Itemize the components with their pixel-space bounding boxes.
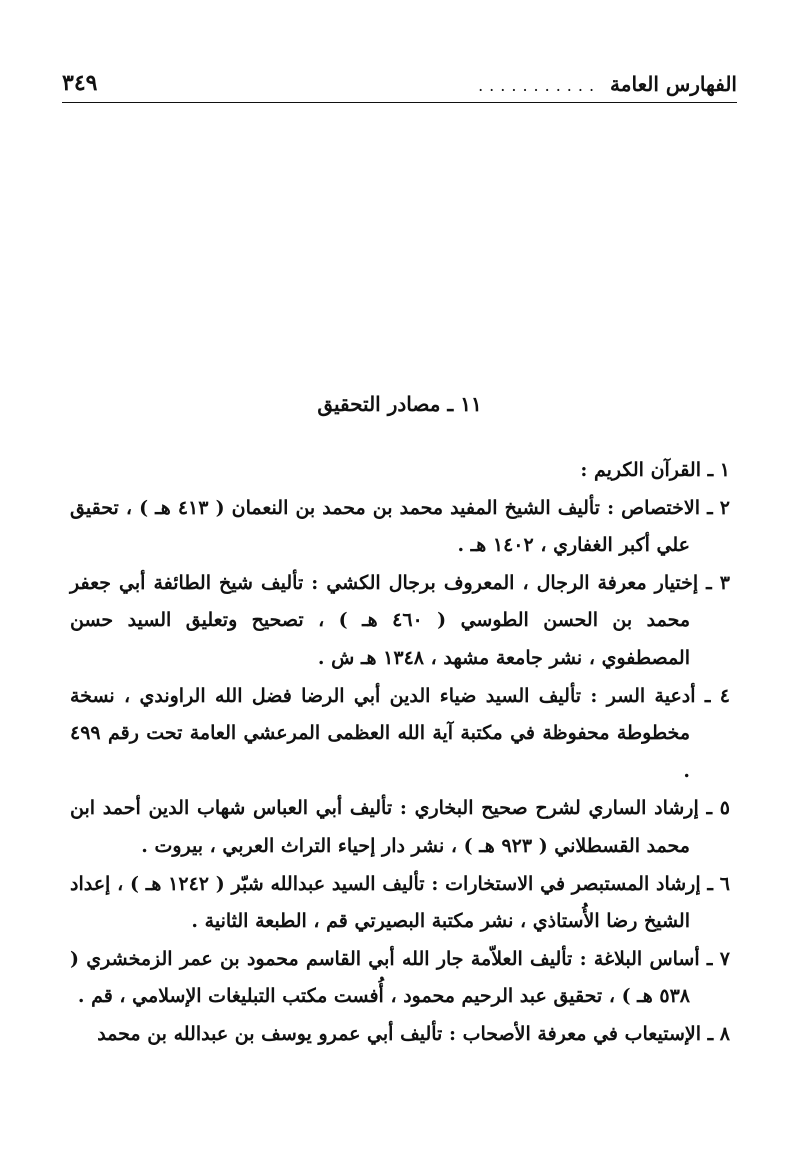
source-list <box>70 452 730 1054</box>
source-entry: ٢ ـ الاختصاص : تأليف الشيخ المفيد محمد بن محمد بن النعمان ( ٤١٣ هـ ) ، تحقيق علي أكبر الغفاري ، ١٤٠٢ هـ . <box>70 496 730 557</box>
source-entry: ٣ ـ إختيار معرفة الرجال ، المعروف برجال الكشي : تأليف شيخ الطائفة أبي جعفر محمد بن الحسن الطوسي ( ٤٦٠ هـ ) ، تصحيح وتعليق السيد حسن المصطفوي ، نشر جامعة مشهد ، ١٣٤٨ هـ ش . <box>70 571 730 669</box>
source-entry: ٦ ـ إرشاد المستبصر في الاستخارات : تأليف السيد عبدالله شبّر ( ١٢٤٢ هـ ) ، إعداد الشيخ رضا الأُستاذي ، نشر مكتبة البصيرتي قم ، الطبعة الثانية . <box>70 872 730 933</box>
header-title: الفهارس العامة <box>610 72 737 96</box>
page-number: ٣٤٩ <box>62 70 98 96</box>
source-entry: ٤ ـ أدعية السر : تأليف السيد ضياء الدين أبي الرضا فضل الله الراوندي ، نسخة مخطوطة محفوظة في مكتبة آية الله العظمى المرعشي العامة تحت رقم ٤٩٩ . <box>70 684 730 782</box>
section-title: ١١ ـ مصادر التحقيق <box>317 392 482 416</box>
running-header <box>62 56 737 103</box>
source-entry: ١ ـ القرآن الكريم : <box>580 459 730 481</box>
source-entry: ٧ ـ أساس البلاغة : تأليف العلاّمة جار الله أبي القاسم محمود بن عمر الزمخشري ( ٥٣٨ هـ ) ، تحقيق عبد الرحيم محمود ، أُفست مكتب التبليغات الإسلامي ، قم . <box>70 947 730 1008</box>
source-entry: ٥ ـ إرشاد الساري لشرح صحيح البخاري : تأليف أبي العباس شهاب الدين أحمد ابن محمد القسطلاني ( ٩٢٣ هـ ) ، نشر دار إحياء التراث العربي ، بيروت . <box>70 797 730 857</box>
header-leader-dots: ........... <box>478 76 601 95</box>
source-entry: ٨ ـ الإستيعاب في معرفة الأصحاب : تأليف أبي عمرو يوسف بن عبدالله بن محمد <box>97 1022 730 1045</box>
